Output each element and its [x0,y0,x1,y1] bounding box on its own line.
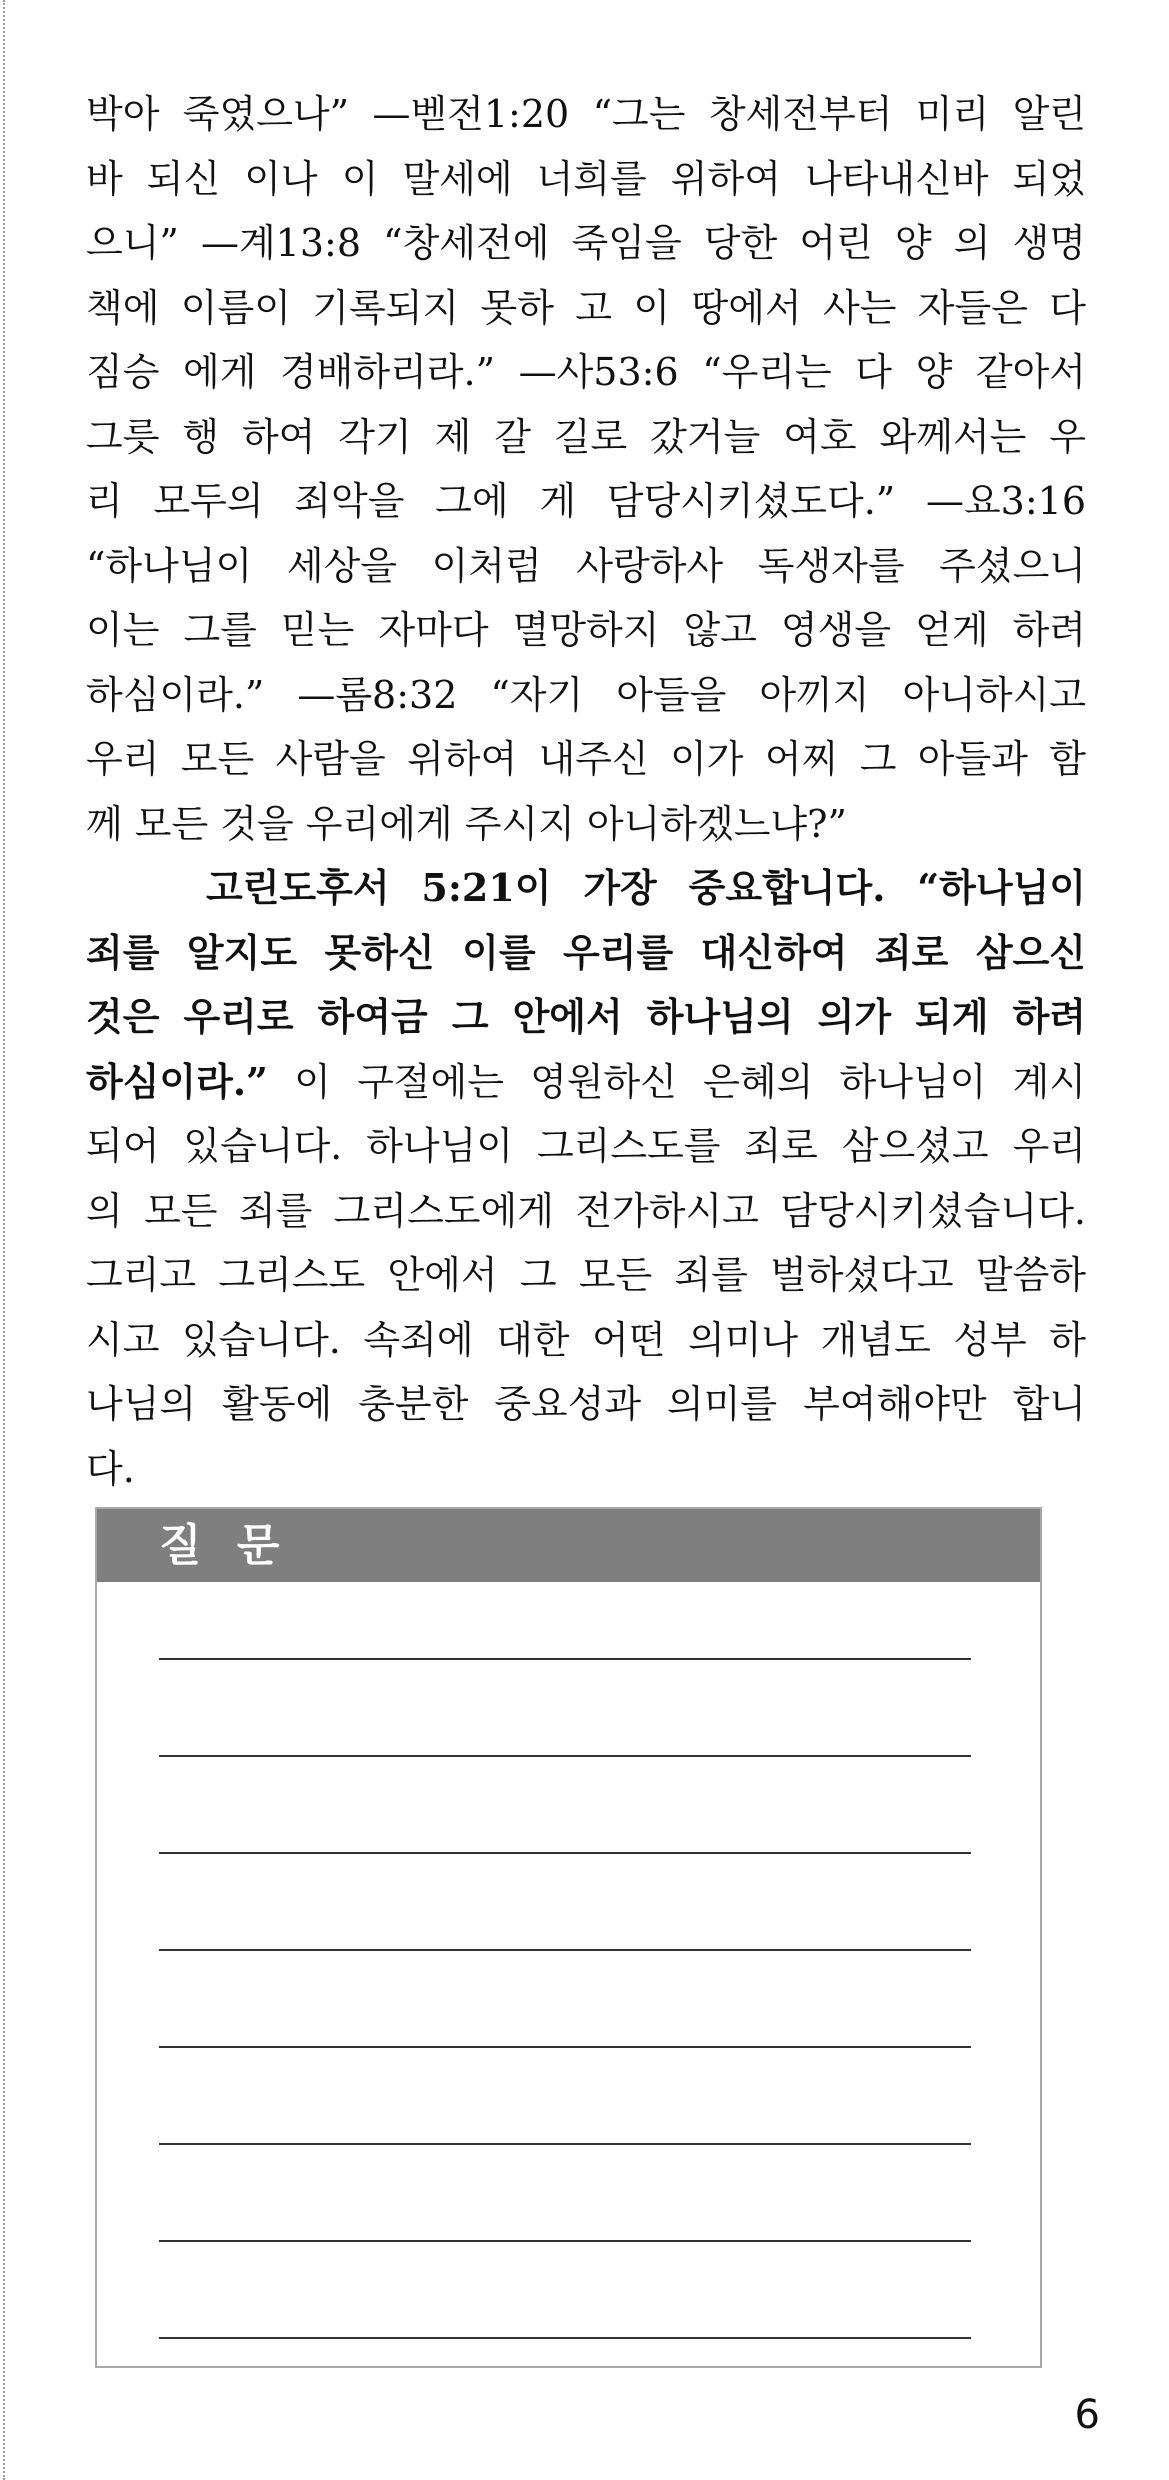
page-edge-dotted-border [3,0,5,2480]
text-line: 으니” —계13:8 “창세전에 죽임을 당한 어린 양 의 생명 [86,221,1086,265]
text-line: 나님의 활동에 충분한 중요성과 의미를 부여해야만 합니 [86,1382,1086,1426]
text-line: 그릇 행 하여 각기 제 갈 길로 갔거늘 여호 와께서는 우 [86,414,1086,459]
emphasis-line: 고린도후서 5:21이 가장 중요합니다. “하나님이 [206,865,1086,910]
text-line: 리 모두의 죄악을 그에 게 담당시키셨도다.” —요3:16 [86,479,1086,523]
answer-line[interactable] [159,2143,971,2145]
emphasis-segment: 하심이라.” [86,1058,268,1104]
normal-segment: 이 구절에는 영원하신 은혜의 하나님이 계시 [267,1059,1086,1104]
text-line: 의 모든 죄를 그리스도에게 전가하시고 담당시키셨습니다. [86,1188,1086,1233]
text-line: 다. [86,1446,135,1491]
text-line: 그리고 그리스도 안에서 그 모든 죄를 벌하셨다고 말씀하 [86,1253,1086,1297]
text-line: 시고 있습니다. 속죄에 대한 어떤 의미나 개념도 성부 하 [86,1317,1086,1362]
answer-line[interactable] [159,2240,971,2242]
text-line: 께 모든 것을 우리에게 주시지 아니하겠느냐?” [86,801,847,846]
text-line: 짐승 에게 경배하리라.” —사53:6 “우리는 다 양 같아서 [86,350,1086,394]
text-line: 하심이라.” —롬8:32 “자기 아들을 아끼지 아니하시고 [86,672,1086,717]
text-line: 책에 이름이 기록되지 못하 고 이 땅에서 사는 자들은 다 [86,285,1086,330]
text-line: 바 되신 이나 이 말세에 너희를 위하여 나타내신바 되었 [86,156,1086,201]
mixed-emphasis-line [86,1050,1086,1115]
emphasis-line: 죄를 알지도 못하신 이를 우리를 대신하여 죄로 삼으신 [86,929,1086,975]
page-number: 6 [1074,2392,1100,2438]
answer-line[interactable] [159,1949,971,1951]
text-line: 박아 죽였으나” —벧전1:20 “그는 창세전부터 미리 알린 [86,92,1086,136]
text-line: “하나님이 세상을 이처럼 사랑하사 독생자를 주셨으니 [86,543,1086,588]
answer-line[interactable] [159,1852,971,1854]
question-box [95,1507,1042,2368]
answer-line[interactable] [159,2337,971,2339]
answer-line[interactable] [159,1755,971,1757]
question-header: 질 문 [97,1509,1040,1582]
emphasis-line: 것은 우리로 하여금 그 안에서 하나님의 의가 되게 하려 [86,994,1086,1039]
body-text [86,82,1086,1501]
text-line: 이는 그를 믿는 자마다 멸망하지 않고 영생을 얻게 하려 [86,608,1086,652]
text-line: 우리 모든 사람을 위하여 내주신 이가 어찌 그 아들과 함 [86,737,1086,781]
answer-line[interactable] [159,2046,971,2048]
answer-line[interactable] [159,1658,971,1660]
text-line: 되어 있습니다. 하나님이 그리스도를 죄로 삼으셨고 우리 [86,1124,1086,1168]
